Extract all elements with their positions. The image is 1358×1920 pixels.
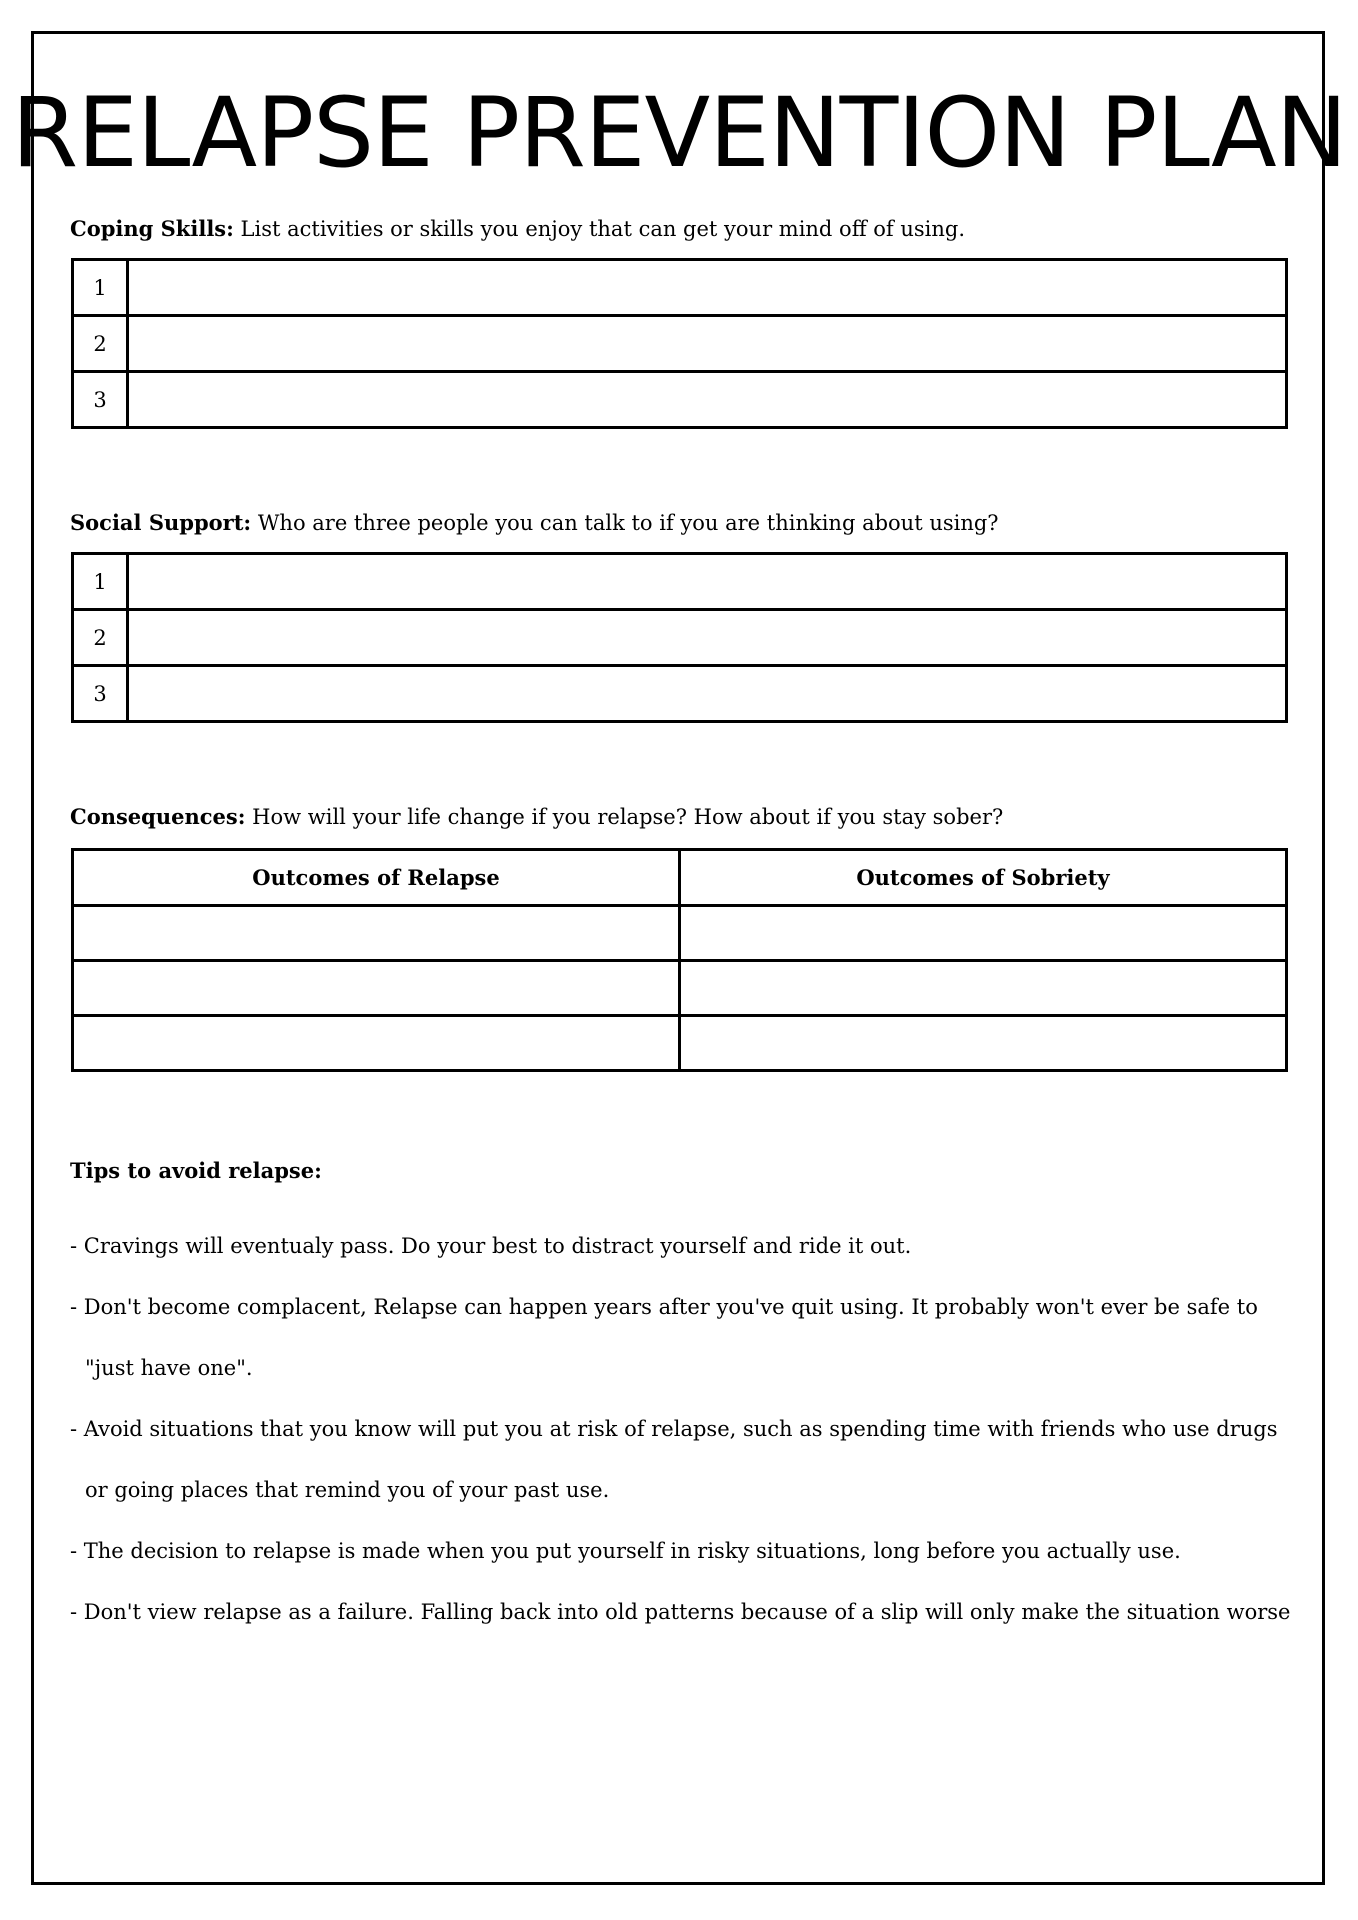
- support-person-field-1[interactable]: [128, 554, 1287, 610]
- sobriety-outcome-field[interactable]: [680, 961, 1287, 1016]
- row-number: 2: [73, 610, 128, 666]
- table-row: [73, 610, 1287, 666]
- relapse-outcome-field[interactable]: [73, 961, 680, 1016]
- table-row: [73, 666, 1287, 722]
- relapse-outcome-field[interactable]: [73, 1016, 680, 1071]
- list-item: - Cravings will eventualy pass. Do your best to distract yourself and ride it out.: [70, 1234, 912, 1258]
- relapse-outcome-field[interactable]: [73, 906, 680, 961]
- column-header-sobriety: Outcomes of Sobriety: [680, 850, 1287, 906]
- column-header-relapse: Outcomes of Relapse: [73, 850, 680, 906]
- table-row: [73, 372, 1287, 428]
- consequences-label: Consequences:: [70, 804, 246, 829]
- consequences-text: How will your life change if you relapse? How about if you stay sober?: [245, 805, 1004, 829]
- coping-skill-field-1[interactable]: [128, 260, 1287, 316]
- list-item: - The decision to relapse is made when you put yourself in risky situations, long before you actually use.: [70, 1539, 1181, 1563]
- table-row: [73, 1016, 1287, 1071]
- social-support-prompt: [70, 508, 1290, 538]
- table-row: [73, 906, 1287, 961]
- table-row: [73, 260, 1287, 316]
- social-support-label: Social Support:: [70, 510, 252, 535]
- row-number: 1: [73, 260, 128, 316]
- coping-skill-field-3[interactable]: [128, 372, 1287, 428]
- coping-skills-text: List activities or skills you enjoy that can get your mind off of using.: [233, 217, 966, 241]
- row-number: 3: [73, 372, 128, 428]
- row-number: 2: [73, 316, 128, 372]
- social-support-text: Who are three people you can talk to if you are thinking about using?: [251, 511, 999, 535]
- tips-list: [70, 1216, 1300, 1643]
- coping-skill-field-2[interactable]: [128, 316, 1287, 372]
- consequences-prompt: [70, 802, 1290, 832]
- coping-skills-table: [71, 258, 1288, 429]
- list-item: - Don't view relapse as a failure. Falling back into old patterns because of a slip will only make the situation worse: [70, 1600, 1291, 1624]
- page-title: RELAPSE PREVENTION PLAN: [11, 77, 1347, 189]
- support-person-field-2[interactable]: [128, 610, 1287, 666]
- tips-heading: Tips to avoid relapse:: [70, 1158, 322, 1183]
- table-row: [73, 961, 1287, 1016]
- table-row: [73, 316, 1287, 372]
- sobriety-outcome-field[interactable]: [680, 906, 1287, 961]
- support-person-field-3[interactable]: [128, 666, 1287, 722]
- consequences-table: [71, 848, 1288, 1072]
- social-support-table: [71, 552, 1288, 723]
- table-row: [73, 554, 1287, 610]
- sobriety-outcome-field[interactable]: [680, 1016, 1287, 1071]
- row-number: 1: [73, 554, 128, 610]
- list-item: - Avoid situations that you know will put you at risk of relapse, such as spending time with friends who use drugs or going places that remind you of your past use.: [70, 1417, 1278, 1502]
- table-header-row: [73, 850, 1287, 906]
- row-number: 3: [73, 666, 128, 722]
- coping-skills-label: Coping Skills:: [70, 216, 234, 241]
- list-item: - Don't become complacent, Relapse can happen years after you've quit using. It probably won't ever be safe to "just have one".: [70, 1295, 1258, 1380]
- coping-skills-prompt: [70, 214, 1290, 244]
